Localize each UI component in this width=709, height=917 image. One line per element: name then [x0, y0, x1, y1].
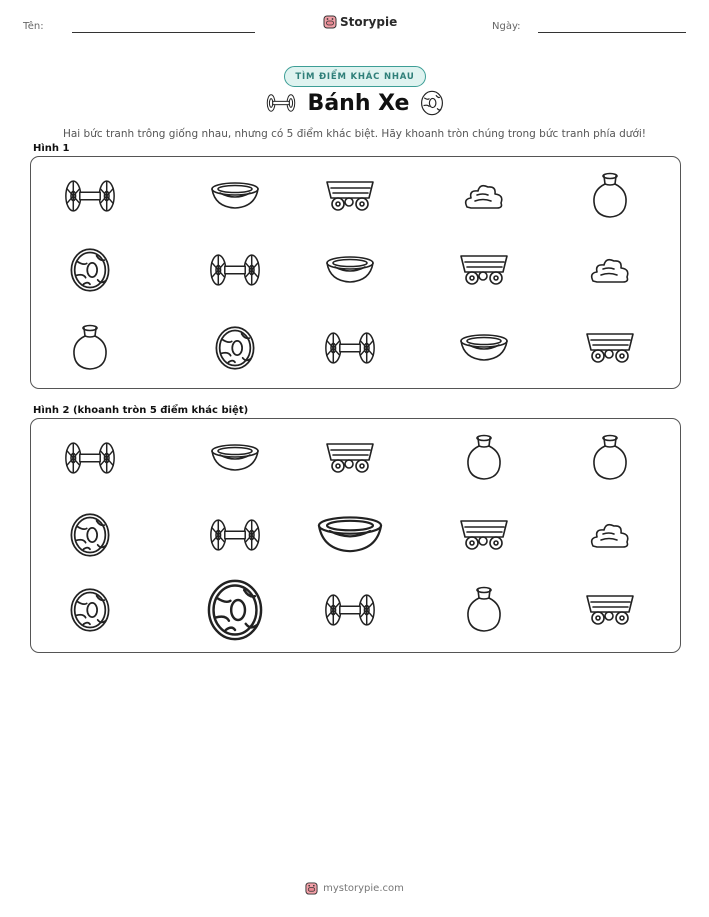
cart-icon[interactable] [456, 507, 512, 563]
brand-logo [323, 14, 397, 30]
brand-name: Storypie [340, 15, 398, 29]
dough-icon[interactable] [456, 168, 512, 224]
bowl-icon[interactable] [207, 430, 263, 486]
dough-icon[interactable] [582, 242, 638, 298]
dough-icon[interactable] [582, 507, 638, 563]
axle-wheels-icon[interactable] [207, 507, 263, 563]
pig-logo-icon [305, 881, 318, 896]
cart-icon[interactable] [322, 430, 378, 486]
wheel-icon[interactable] [207, 582, 263, 638]
bowl-icon[interactable] [322, 242, 378, 298]
bowl-icon[interactable] [456, 320, 512, 376]
vase-icon[interactable] [582, 430, 638, 486]
vase-icon[interactable] [456, 582, 512, 638]
bowl-icon[interactable] [207, 168, 263, 224]
name-label: Tên: [23, 21, 44, 32]
vase-icon[interactable] [456, 430, 512, 486]
pig-logo-icon [323, 14, 337, 30]
wheel-icon[interactable] [62, 582, 118, 638]
axle-wheels-icon [264, 92, 298, 114]
picture2-label: Hình 2 (khoanh tròn 5 điểm khác biệt) [33, 405, 249, 416]
footer [0, 881, 709, 896]
wheel-icon[interactable] [207, 320, 263, 376]
wheel-icon [419, 90, 445, 116]
axle-wheels-icon[interactable] [62, 430, 118, 486]
wheel-icon[interactable] [62, 242, 118, 298]
name-line[interactable] [72, 32, 255, 33]
cart-icon[interactable] [456, 242, 512, 298]
date-line[interactable] [538, 32, 686, 33]
instructions: Hai bức tranh trông giống nhau, nhưng có 5 điểm khác biệt. Hãy khoanh tròn chúng trong bức tranh phía dưới! [62, 128, 647, 140]
title-row [0, 90, 709, 116]
axle-wheels-icon[interactable] [207, 242, 263, 298]
cart-icon[interactable] [582, 320, 638, 376]
axle-wheels-icon[interactable] [322, 582, 378, 638]
bowl-icon[interactable] [322, 507, 378, 563]
footer-url[interactable]: mystorypie.com [323, 883, 404, 894]
picture1-label: Hình 1 [33, 143, 70, 154]
cart-icon[interactable] [582, 582, 638, 638]
date-label: Ngày: [492, 21, 521, 32]
cart-icon[interactable] [322, 168, 378, 224]
axle-wheels-icon[interactable] [62, 168, 118, 224]
wheel-icon[interactable] [62, 507, 118, 563]
activity-badge: TÌM ĐIỂM KHÁC NHAU [284, 66, 426, 87]
page-title: Bánh Xe [307, 90, 410, 116]
vase-icon[interactable] [62, 320, 118, 376]
axle-wheels-icon[interactable] [322, 320, 378, 376]
vase-icon[interactable] [582, 168, 638, 224]
